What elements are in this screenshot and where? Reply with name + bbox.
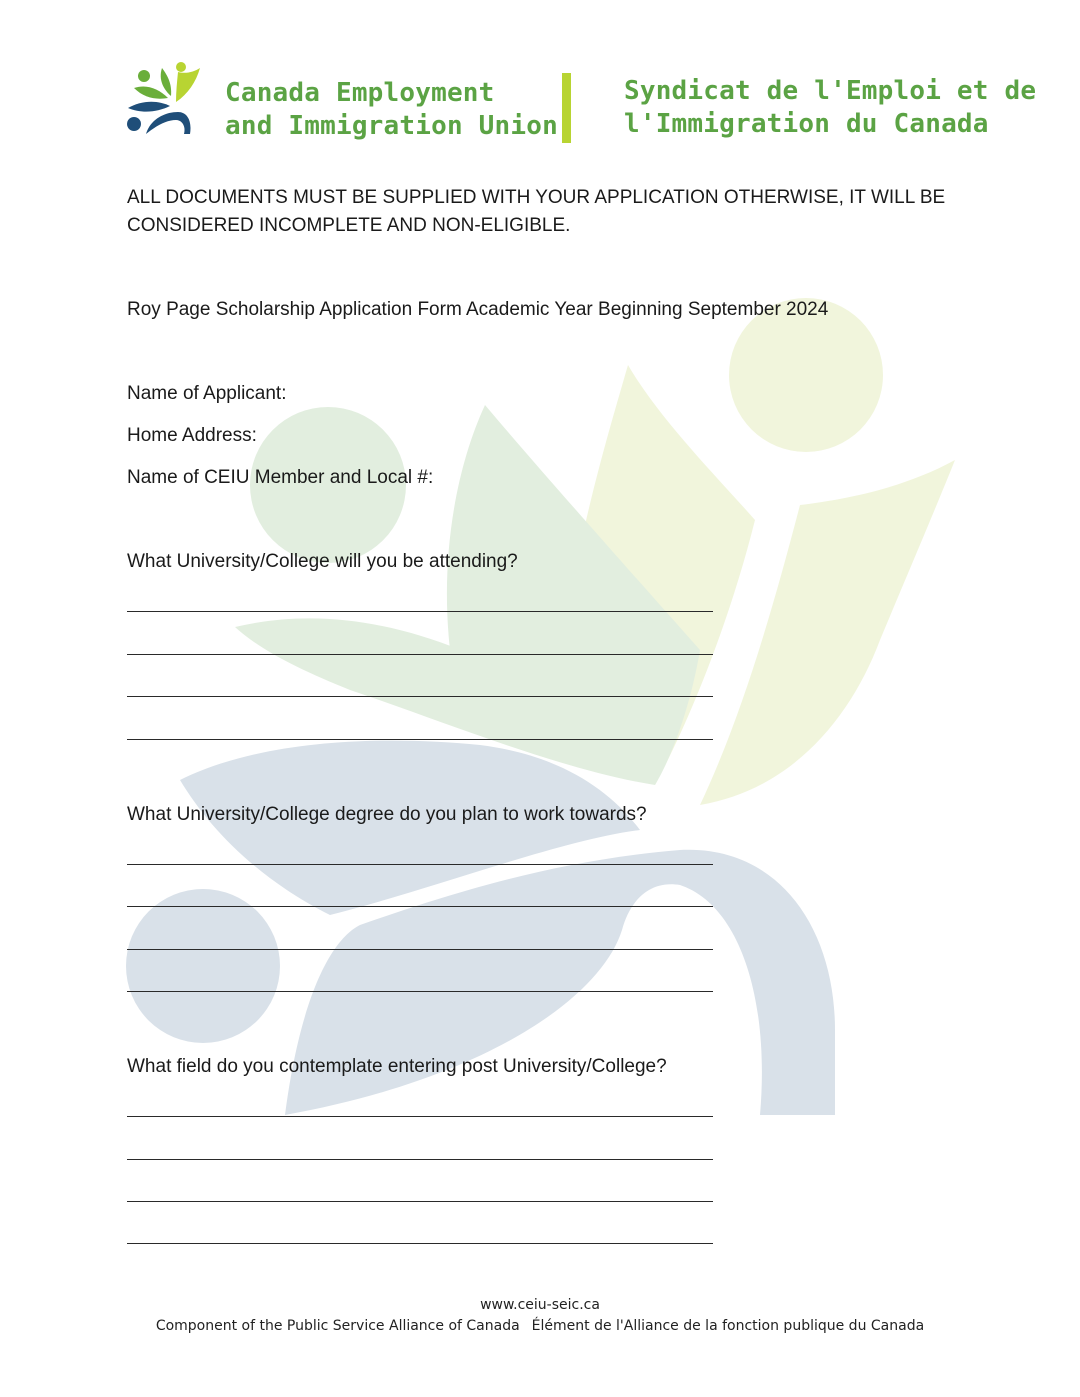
ceiu-logo-icon [124,58,204,140]
field-answer-line[interactable] [127,1243,713,1244]
member-local-label: Name of CEIU Member and Local #: [127,467,434,488]
university-answer-line[interactable] [127,739,713,740]
university-answer-line[interactable] [127,611,713,612]
form-title: Roy Page Scholarship Application Form Academic Year Beginning September 2024 [127,299,829,320]
footer-component-french: Élément de l'Alliance de la fonction publique du Canada [531,1318,925,1334]
footer-website-link[interactable]: www.ceiu-seic.ca [480,1297,600,1313]
document-requirement-notice: ALL DOCUMENTS MUST BE SUPPLIED WITH YOUR APPLICATION OTHERWISE, IT WILL BE CONSIDERED INCOMPLETE AND NON-ELIGIBLE. [127,187,946,236]
header-divider [562,73,571,143]
brand-name-french-line2: l'Immigration du Canada [624,109,989,139]
question-degree: What University/College degree do you plan to work towards? [127,804,647,825]
brand-name-english [225,77,558,143]
degree-answer-line[interactable] [127,864,713,865]
footer-component-english: Component of the Public Service Alliance of Canada [155,1318,520,1334]
footer-component-text [0,1317,1080,1335]
brand-name-english-line2: and Immigration Union [225,111,558,141]
university-answer-line[interactable] [127,696,713,697]
brand-name-french [624,75,1036,141]
field-answer-line[interactable] [127,1116,713,1117]
field-answer-line[interactable] [127,1159,713,1160]
question-university: What University/College will you be attending? [127,551,518,572]
question-field: What field do you contemplate entering post University/College? [127,1056,667,1077]
university-answer-line[interactable] [127,654,713,655]
home-address-label: Home Address: [127,425,257,446]
brand-name-english-line1: Canada Employment [225,78,495,108]
degree-answer-line[interactable] [127,949,713,950]
brand-name-french-line1: Syndicat de l'Emploi et de [624,76,1037,106]
degree-answer-line[interactable] [127,906,713,907]
applicant-name-label: Name of Applicant: [127,383,287,404]
field-answer-line[interactable] [127,1201,713,1202]
degree-answer-line[interactable] [127,991,713,992]
